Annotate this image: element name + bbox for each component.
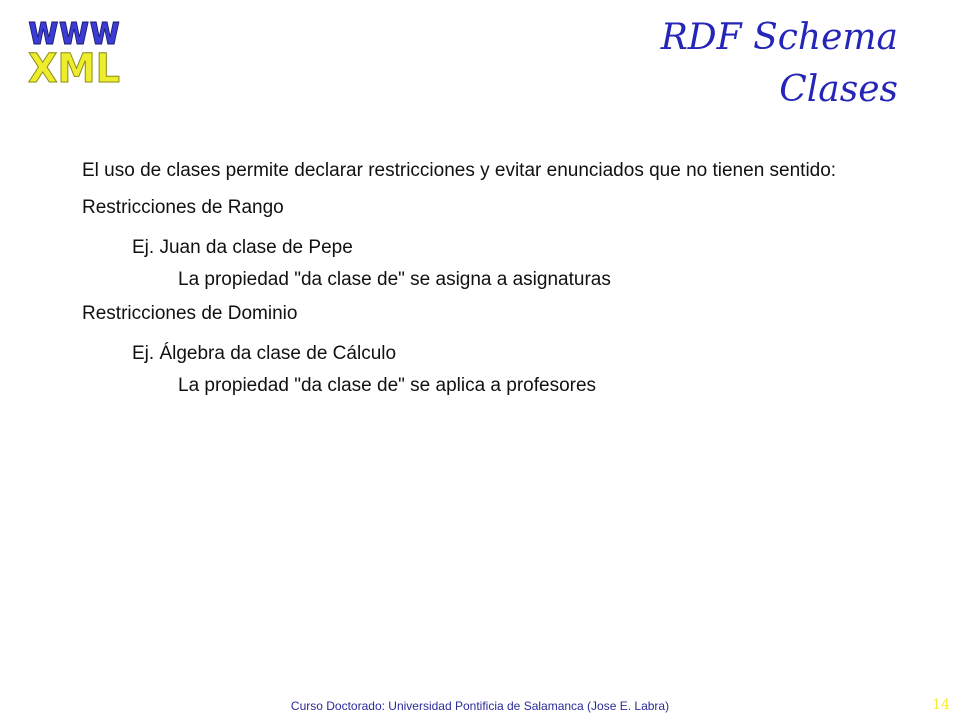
bullet-level-2: Ej. Álgebra da clase de Cálculo	[132, 343, 397, 364]
slide-title-line-1: RDF Schema	[660, 17, 898, 58]
bullet-level-3: La propiedad "da clase de" se aplica a profesores	[178, 375, 597, 396]
slide-body	[82, 157, 882, 402]
logo-xml-text: XML	[28, 46, 120, 92]
slide-footer: Curso Doctorado: Universidad Pontificia de Salamanca (Jose E. Labra)	[290, 699, 670, 713]
slide-number: 14	[932, 697, 950, 713]
bullet-level-1: Restricciones de Rango	[82, 197, 284, 218]
slide-title	[661, 12, 898, 116]
logo-www-text: www	[28, 8, 120, 54]
slide-title-line-2: Clases	[779, 69, 898, 110]
bullet-level-1: Restricciones de Dominio	[82, 303, 298, 324]
bullet-level-3: La propiedad "da clase de" se asigna a asignaturas	[178, 269, 611, 290]
bullet-level-2: Ej. Juan da clase de Pepe	[132, 237, 353, 258]
bullet-level-1: El uso de clases permite declarar restricciones y evitar enunciados que no tienen sentido:	[82, 160, 837, 181]
www-xml-logo	[26, 8, 122, 92]
www-xml-logo-image	[26, 8, 122, 92]
